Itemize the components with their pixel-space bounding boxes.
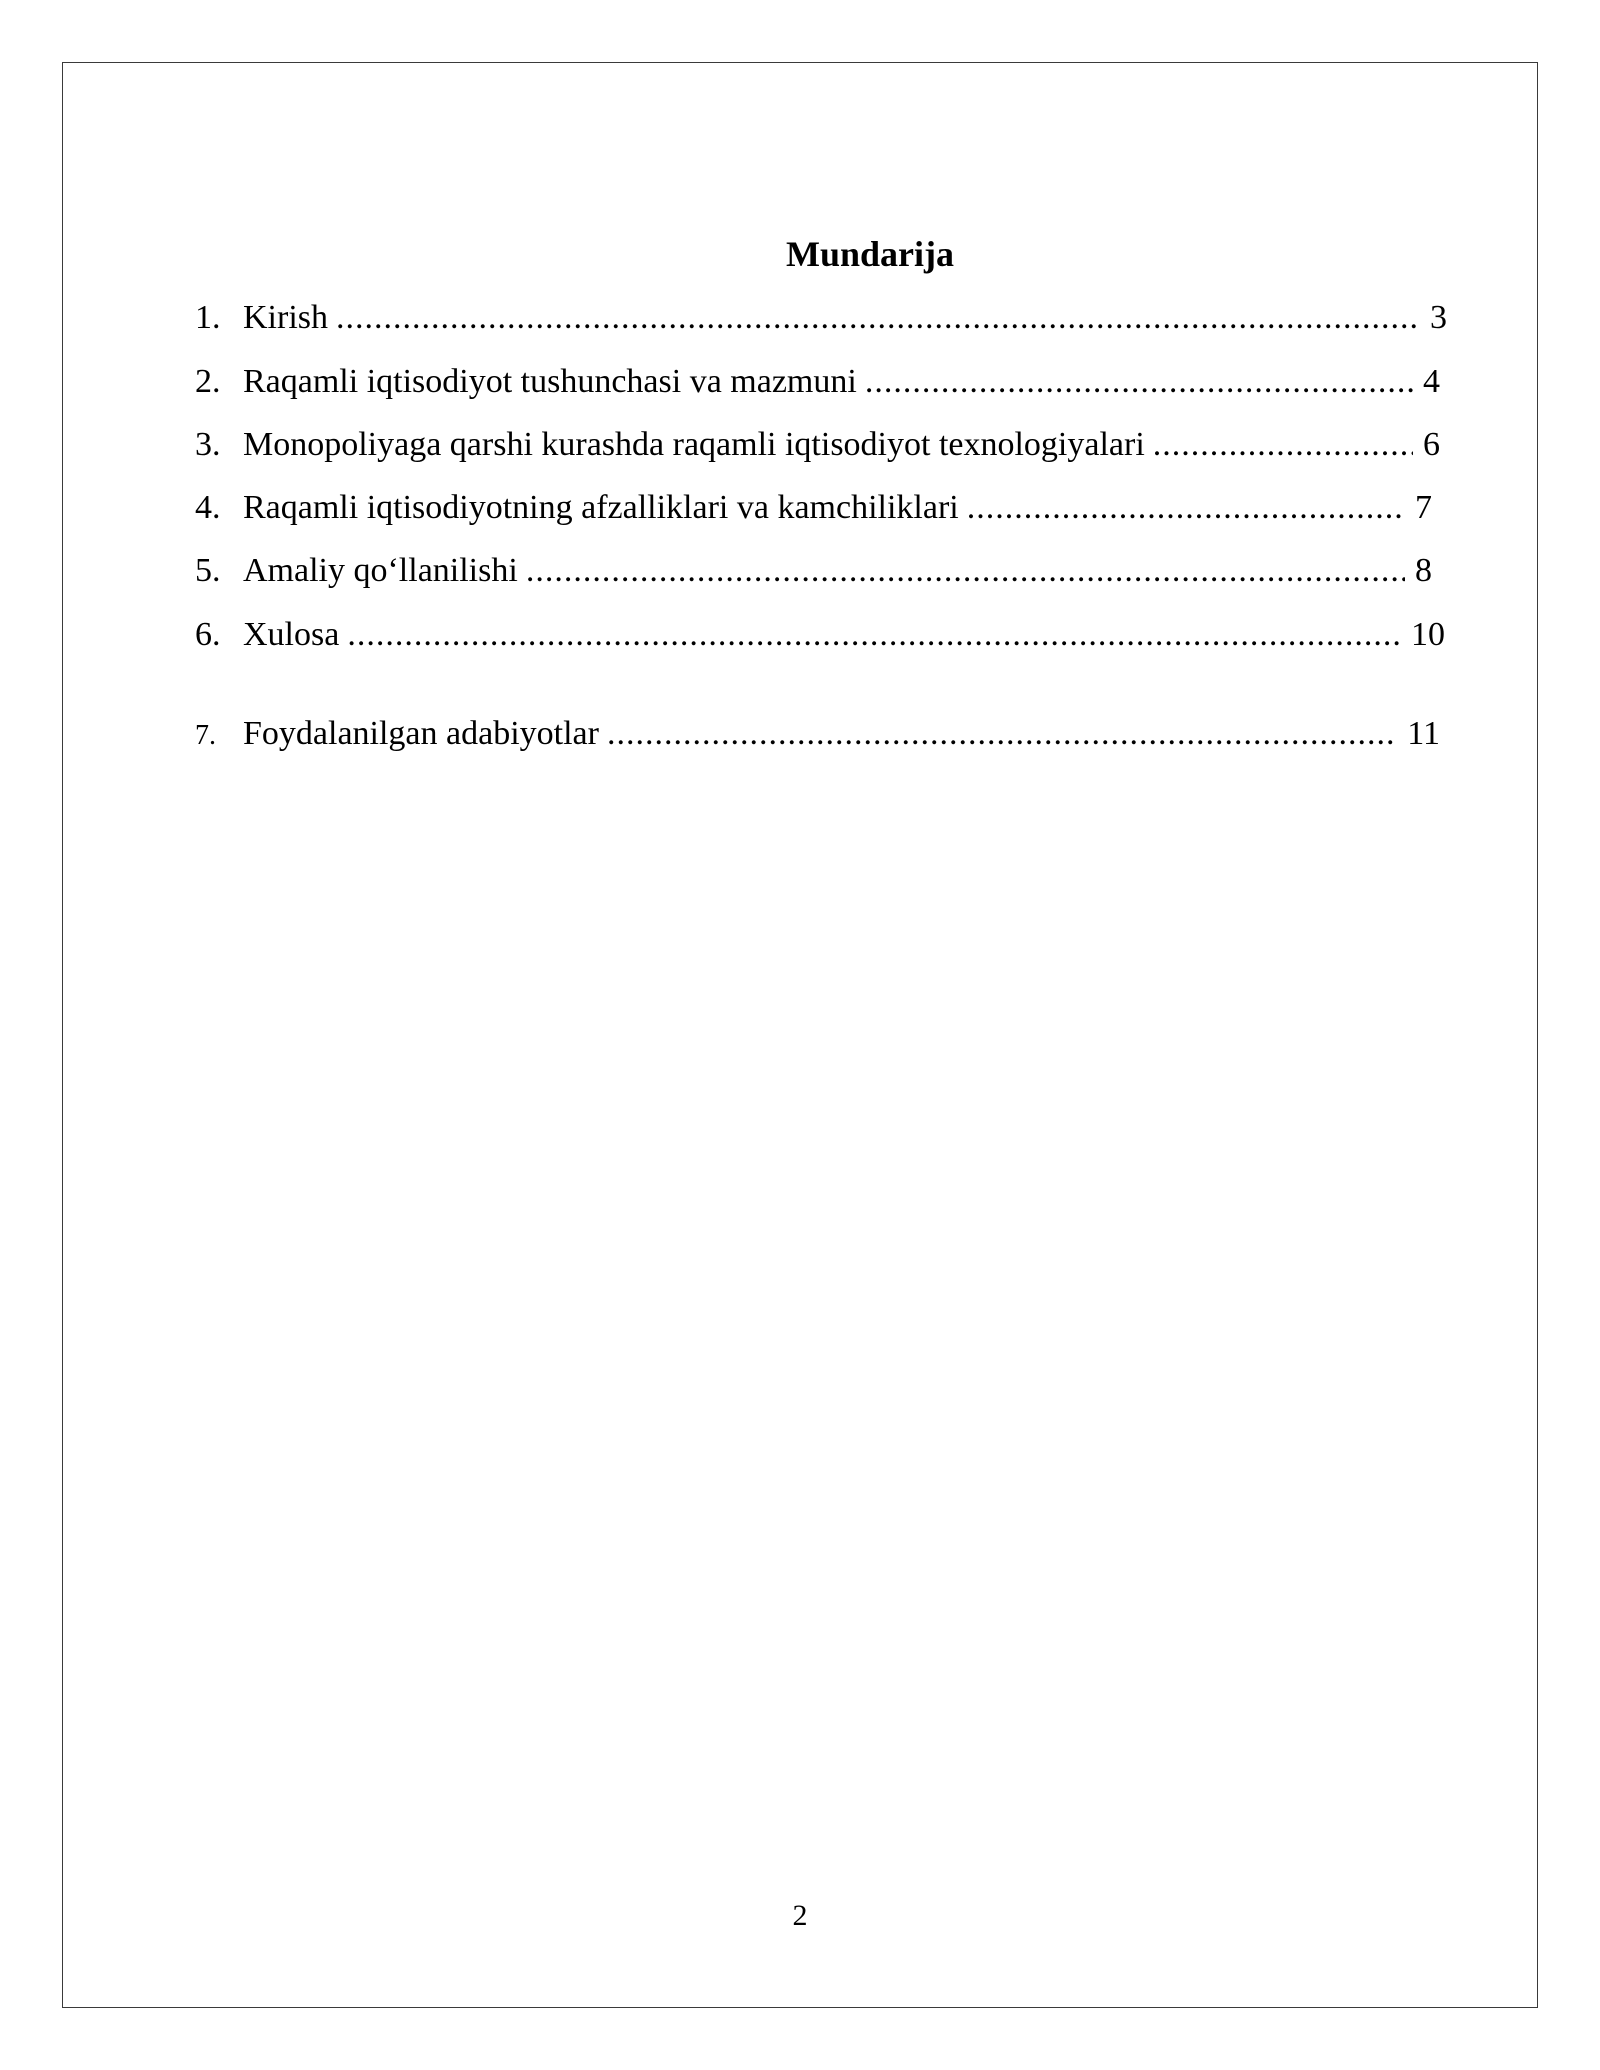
toc-entry-number: 7. (195, 720, 216, 751)
toc-entry-page: 10 (1411, 616, 1445, 653)
toc-entry-label: Foydalanilgan adabiyotlar (243, 715, 599, 752)
toc-entry-page: 6 (1423, 426, 1440, 463)
toc-entry[interactable] (195, 296, 1447, 340)
toc-dot-leader (526, 549, 1405, 593)
toc-entry-number: 3. (195, 426, 221, 463)
toc-entry-number: 6. (195, 616, 221, 653)
toc-entry[interactable] (195, 360, 1440, 404)
toc-entry-label: Raqamli iqtisodiyotning afzalliklari va kamchiliklari (243, 489, 959, 526)
toc-entry-page: 3 (1430, 299, 1447, 336)
toc-entry-label: Monopoliyaga qarshi kurashda raqamli iqtisodiyot texnologiyalari (243, 426, 1145, 463)
toc-entry-page: 8 (1415, 552, 1432, 589)
toc-entry-page: 4 (1423, 363, 1440, 400)
toc-dot-leader (865, 360, 1413, 404)
toc-dot-leader (607, 712, 1397, 756)
toc-dot-leader (347, 613, 1401, 657)
toc-entry[interactable] (195, 549, 1432, 593)
toc-entry[interactable] (195, 486, 1432, 530)
toc-entry[interactable] (195, 712, 1440, 756)
toc-entry-page: 11 (1407, 715, 1440, 752)
page-number: 2 (792, 1899, 808, 1932)
toc-entry[interactable] (195, 613, 1445, 657)
toc-dot-leader (1153, 423, 1413, 467)
toc-entry-label: Xulosa (243, 616, 340, 653)
toc-entry[interactable] (195, 423, 1440, 467)
toc-entry-label: Raqamli iqtisodiyot tushunchasi va mazmuni (243, 363, 857, 400)
toc-entry-number: 2. (195, 363, 221, 400)
toc-title: Mundarija (785, 234, 954, 274)
toc-entry-page: 7 (1415, 489, 1432, 526)
toc-entry-number: 5. (195, 552, 221, 589)
toc-dot-leader (967, 486, 1405, 530)
toc-dot-leader (336, 296, 1420, 340)
toc-entry-number: 4. (195, 489, 221, 526)
toc-entry-number: 1. (195, 299, 221, 336)
page-border (62, 62, 1538, 2008)
toc-entry-label: Amaliy qo‘llanilishi (243, 552, 518, 589)
toc-entry-label: Kirish (243, 299, 328, 336)
